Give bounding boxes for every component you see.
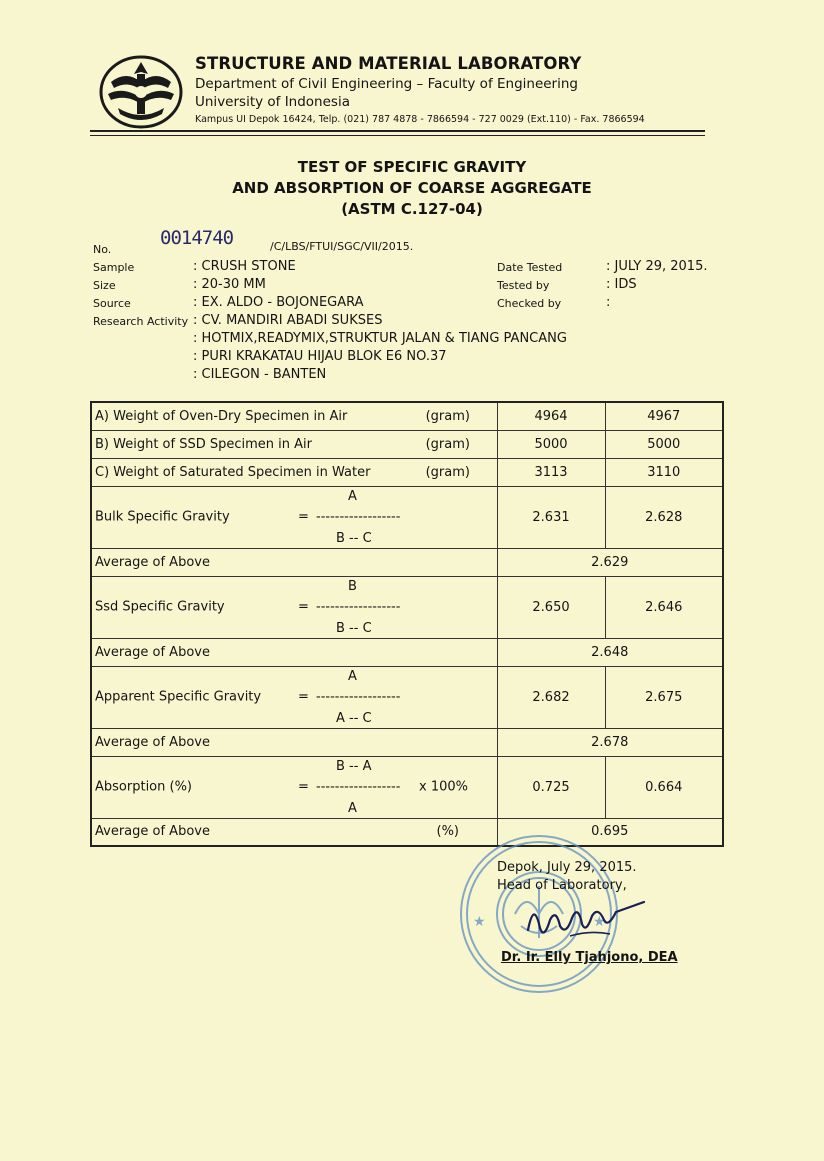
- weight-label: C) Weight of Saturated Specimen in Water: [91, 458, 399, 486]
- average-label: Average of Above: [91, 548, 399, 576]
- ssd-average-row: [91, 638, 723, 666]
- average-value: 2.629: [497, 548, 723, 576]
- date-tested-value: : JULY 29, 2015.: [606, 259, 708, 274]
- bulk-specific-gravity-row: [91, 486, 723, 548]
- report-title-line3: (ASTM C.127-04): [341, 200, 483, 218]
- formula-denominator: A -- C: [336, 710, 372, 726]
- checked-by-label: Checked by: [497, 297, 562, 310]
- doc-number-label: No.: [93, 243, 112, 256]
- average-value: 0.695: [497, 818, 723, 846]
- formula-denominator: A: [348, 800, 357, 816]
- signature-place-date: Depok, July 29, 2015.: [497, 860, 637, 875]
- size-value: : 20-30 MM: [193, 277, 266, 292]
- sample-label: Sample: [93, 261, 135, 274]
- formula-numerator: A: [348, 488, 357, 504]
- sample-value: : CRUSH STONE: [193, 259, 296, 274]
- size-label: Size: [93, 279, 116, 292]
- formula-value-2: 0.664: [605, 756, 723, 818]
- report-title-line2: AND ABSORPTION OF COARSE AGGREGATE: [232, 179, 592, 197]
- weight-row-a: [91, 402, 723, 430]
- formula-name: Apparent Specific Gravity: [95, 689, 262, 705]
- formula-equals: =: [298, 689, 309, 705]
- formula-denominator: B -- C: [336, 530, 372, 546]
- formula-equals: =: [298, 509, 309, 525]
- header-rule-thin: [90, 135, 705, 136]
- research-activity-value: : CV. MANDIRI ABADI SUKSES: [193, 313, 383, 328]
- formula-multiplier: x 100%: [419, 779, 468, 795]
- weight-unit: (gram): [399, 402, 497, 430]
- formula-fraction-bar: ------------------: [316, 599, 401, 615]
- formula-value-1: 2.650: [497, 576, 605, 638]
- formula-name: Bulk Specific Gravity: [95, 509, 230, 525]
- formula-numerator: A: [348, 668, 357, 684]
- weight-value-2: 3110: [605, 458, 723, 486]
- date-tested-label: Date Tested: [497, 261, 563, 274]
- signatory-name: Dr. Ir. Elly Tjahjono, DEA: [501, 950, 678, 965]
- formula-name: Ssd Specific Gravity: [95, 599, 225, 615]
- formula-equals: =: [298, 599, 309, 615]
- apparent-average-row: [91, 728, 723, 756]
- tested-by-label: Tested by: [497, 279, 550, 292]
- tested-by-value: : IDS: [606, 277, 637, 292]
- formula-equals: =: [298, 779, 309, 795]
- formula-fraction-bar: ------------------: [316, 509, 401, 525]
- weight-value-2: 5000: [605, 430, 723, 458]
- formula-fraction-bar: ------------------: [316, 779, 401, 795]
- weight-row-c: [91, 458, 723, 486]
- apparent-specific-gravity-row: [91, 666, 723, 728]
- weight-row-b: [91, 430, 723, 458]
- weight-value-1: 3113: [497, 458, 605, 486]
- source-value: : EX. ALDO - BOJONEGARA: [193, 295, 364, 310]
- formula-value-1: 0.725: [497, 756, 605, 818]
- formula-value-2: 2.646: [605, 576, 723, 638]
- average-unit: [399, 638, 497, 666]
- average-unit: [399, 728, 497, 756]
- average-label: Average of Above: [91, 728, 399, 756]
- absorption-average-row: [91, 818, 723, 846]
- department-name: Department of Civil Engineering – Faculty of Engineering: [195, 76, 578, 92]
- average-value: 2.648: [497, 638, 723, 666]
- svg-text:★: ★: [593, 914, 606, 930]
- average-label: Average of Above: [91, 638, 399, 666]
- formula-value-2: 2.628: [605, 486, 723, 548]
- research-activity-line3: : PURI KRAKATAU HIJAU BLOK E6 NO.37: [193, 349, 447, 364]
- formula-value-1: 2.631: [497, 486, 605, 548]
- formula-denominator: B -- C: [336, 620, 372, 636]
- signature-scribble: [520, 890, 650, 950]
- ssd-specific-gravity-row: [91, 576, 723, 638]
- formula-numerator: B -- A: [336, 758, 372, 774]
- source-label: Source: [93, 297, 131, 310]
- weight-label: B) Weight of SSD Specimen in Air: [91, 430, 399, 458]
- lab-address: Kampus UI Depok 16424, Telp. (021) 787 4878 - 7866594 - 727 0029 (Ext.110) - Fax. 7866594: [195, 114, 645, 125]
- formula-value-1: 2.682: [497, 666, 605, 728]
- bulk-average-row: [91, 548, 723, 576]
- weight-value-1: 5000: [497, 430, 605, 458]
- svg-text:★: ★: [473, 914, 486, 930]
- university-name: University of Indonesia: [195, 94, 350, 110]
- absorption-row: [91, 756, 723, 818]
- results-table: [90, 401, 724, 847]
- formula-fraction-bar: ------------------: [316, 689, 401, 705]
- formula-numerator: B: [348, 578, 357, 594]
- weight-unit: (gram): [399, 458, 497, 486]
- report-title-line1: TEST OF SPECIFIC GRAVITY: [297, 158, 527, 176]
- weight-unit: (gram): [399, 430, 497, 458]
- research-activity-line4: : CILEGON - BANTEN: [193, 367, 327, 382]
- weight-value-1: 4964: [497, 402, 605, 430]
- formula-value-2: 2.675: [605, 666, 723, 728]
- doc-number: 0014740: [160, 227, 234, 249]
- weight-value-2: 4967: [605, 402, 723, 430]
- research-activity-line2: : HOTMIX,READYMIX,STRUKTUR JALAN & TIANG PANCANG: [193, 331, 567, 346]
- university-logo-icon: [96, 52, 186, 132]
- average-unit: [399, 548, 497, 576]
- doc-number-suffix: /C/LBS/FTUI/SGC/VII/2015.: [270, 240, 414, 253]
- header-rule-thick: [90, 130, 705, 132]
- average-value: 2.678: [497, 728, 723, 756]
- signature-position: Head of Laboratory,: [497, 878, 627, 893]
- formula-name: Absorption (%): [95, 779, 192, 795]
- average-label: Average of Above: [91, 818, 399, 846]
- average-unit: (%): [399, 818, 497, 846]
- lab-name: STRUCTURE AND MATERIAL LABORATORY: [195, 54, 582, 73]
- weight-label: A) Weight of Oven-Dry Specimen in Air: [91, 402, 399, 430]
- checked-by-value: :: [606, 295, 611, 310]
- research-activity-label: Research Activity: [93, 315, 189, 328]
